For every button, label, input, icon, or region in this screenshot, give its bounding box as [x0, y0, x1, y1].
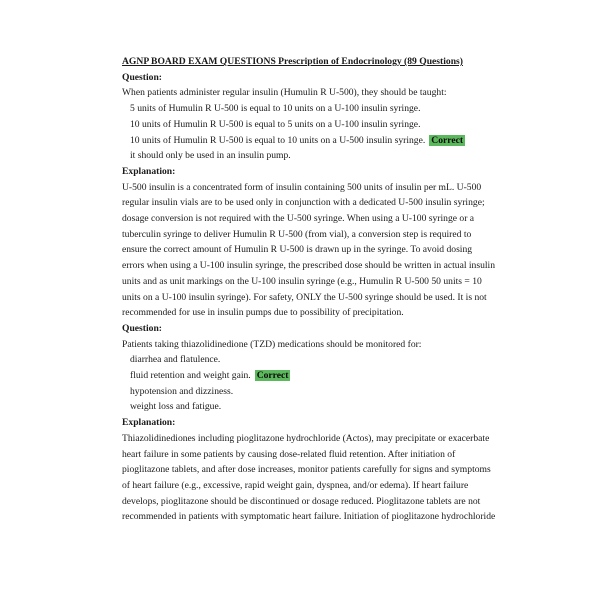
- explanation-line: regular insulin vials are to be used only in conjunction with a dedicated U-500 insulin syringe;: [122, 197, 485, 209]
- explanation-label: Explanation:: [122, 417, 176, 429]
- explanation-line: ensure the correct amount of Humulin R U-500 is drawn up in the syringe. To avoid dosing: [122, 244, 473, 256]
- option-text: diarrhea and flatulence.: [130, 354, 221, 366]
- option-text: 10 units of Humulin R U-500 is equal to 5 units on a U-100 insulin syringe.: [130, 118, 421, 130]
- answer-option: [122, 101, 482, 117]
- explanation-line: units and as unit markings on the U-100 insulin syringe (e.g., Humulin R U-500 50 units = 10: [122, 275, 482, 287]
- explanation-line: recommended in patients with symptomatic heart failure. Initiation of pioglitazone hydrochloride: [122, 511, 496, 523]
- explanation-line: units on a U-100 insulin syringe). For safety, ONLY the U-500 syringe should be used. It is not: [122, 291, 487, 303]
- explanation-line: errors when using a U-100 insulin syringe, the prescribed dose should be written in actual insulin: [122, 260, 496, 272]
- question-label: Question:: [122, 322, 162, 334]
- question-stem: When patients administer regular insulin (Humulin R U-500), they should be taught:: [122, 87, 447, 99]
- option-text: 10 units of Humulin R U-500 is equal to 10 units on a U-500 insulin syringe.: [130, 134, 426, 146]
- explanation-text: [122, 180, 496, 321]
- answer-option: [122, 148, 482, 164]
- explanation-line: tuberculin syringe to deliver Humulin R U-500 (from vial), a conversion step is required to: [122, 228, 472, 240]
- option-text: fluid retention and weight gain.: [130, 370, 251, 382]
- question-label: Question:: [122, 71, 162, 83]
- document-title: AGNP BOARD EXAM QUESTIONS Prescription of Endocrinology (89 Questions): [122, 56, 463, 67]
- explanation-line: U-500 insulin is a concentrated form of insulin containing 500 units of insulin per mL. U-500: [122, 181, 482, 193]
- explanation-line: Thiazolidinediones including pioglitazone hydrochloride (Actos), may precipitate or exacerbate: [122, 432, 490, 444]
- explanation-line: of heart failure (e.g., excessive, rapid weight gain, dyspnea, and/or edema). If heart failure: [122, 479, 469, 491]
- question-stem: Patients taking thiazolidinedione (TZD) medications should be monitored for:: [122, 338, 422, 350]
- answer-option: [122, 399, 482, 415]
- option-text: hypotension and dizziness.: [130, 385, 234, 397]
- option-text: weight loss and fatigue.: [130, 401, 222, 413]
- correct-badge: Correct: [431, 134, 464, 146]
- correct-badge: Correct: [256, 370, 289, 382]
- explanation-label: Explanation:: [122, 165, 176, 177]
- explanation-line: recommended for use in insulin pumps due to possibility of precipitation.: [122, 307, 404, 319]
- explanation-text: [122, 431, 496, 525]
- option-text: it should only be used in an insulin pump.: [130, 150, 291, 162]
- answer-option: [122, 117, 482, 133]
- answer-option: [122, 352, 482, 368]
- explanation-line: develops, pioglitazone should be discontinued or dosage reduced. Pioglitazone tablets are not: [122, 495, 481, 507]
- answer-option: [122, 384, 482, 400]
- answer-option-correct: [122, 368, 482, 384]
- explanation-line: dosage conversion is not required with the U-500 syringe. When using a U-100 syringe or a: [122, 213, 475, 225]
- answer-option-correct: [122, 133, 482, 149]
- explanation-line: pioglitazone tablets, and after dose increases, monitor patients carefully for signs and symptoms: [122, 464, 491, 476]
- document-page: [122, 54, 496, 525]
- option-text: 5 units of Humulin R U-500 is equal to 10 units on a U-100 insulin syringe.: [130, 103, 421, 115]
- explanation-line: heart failure in some patients by causing dose-related fluid retention. After initiation of: [122, 448, 456, 460]
